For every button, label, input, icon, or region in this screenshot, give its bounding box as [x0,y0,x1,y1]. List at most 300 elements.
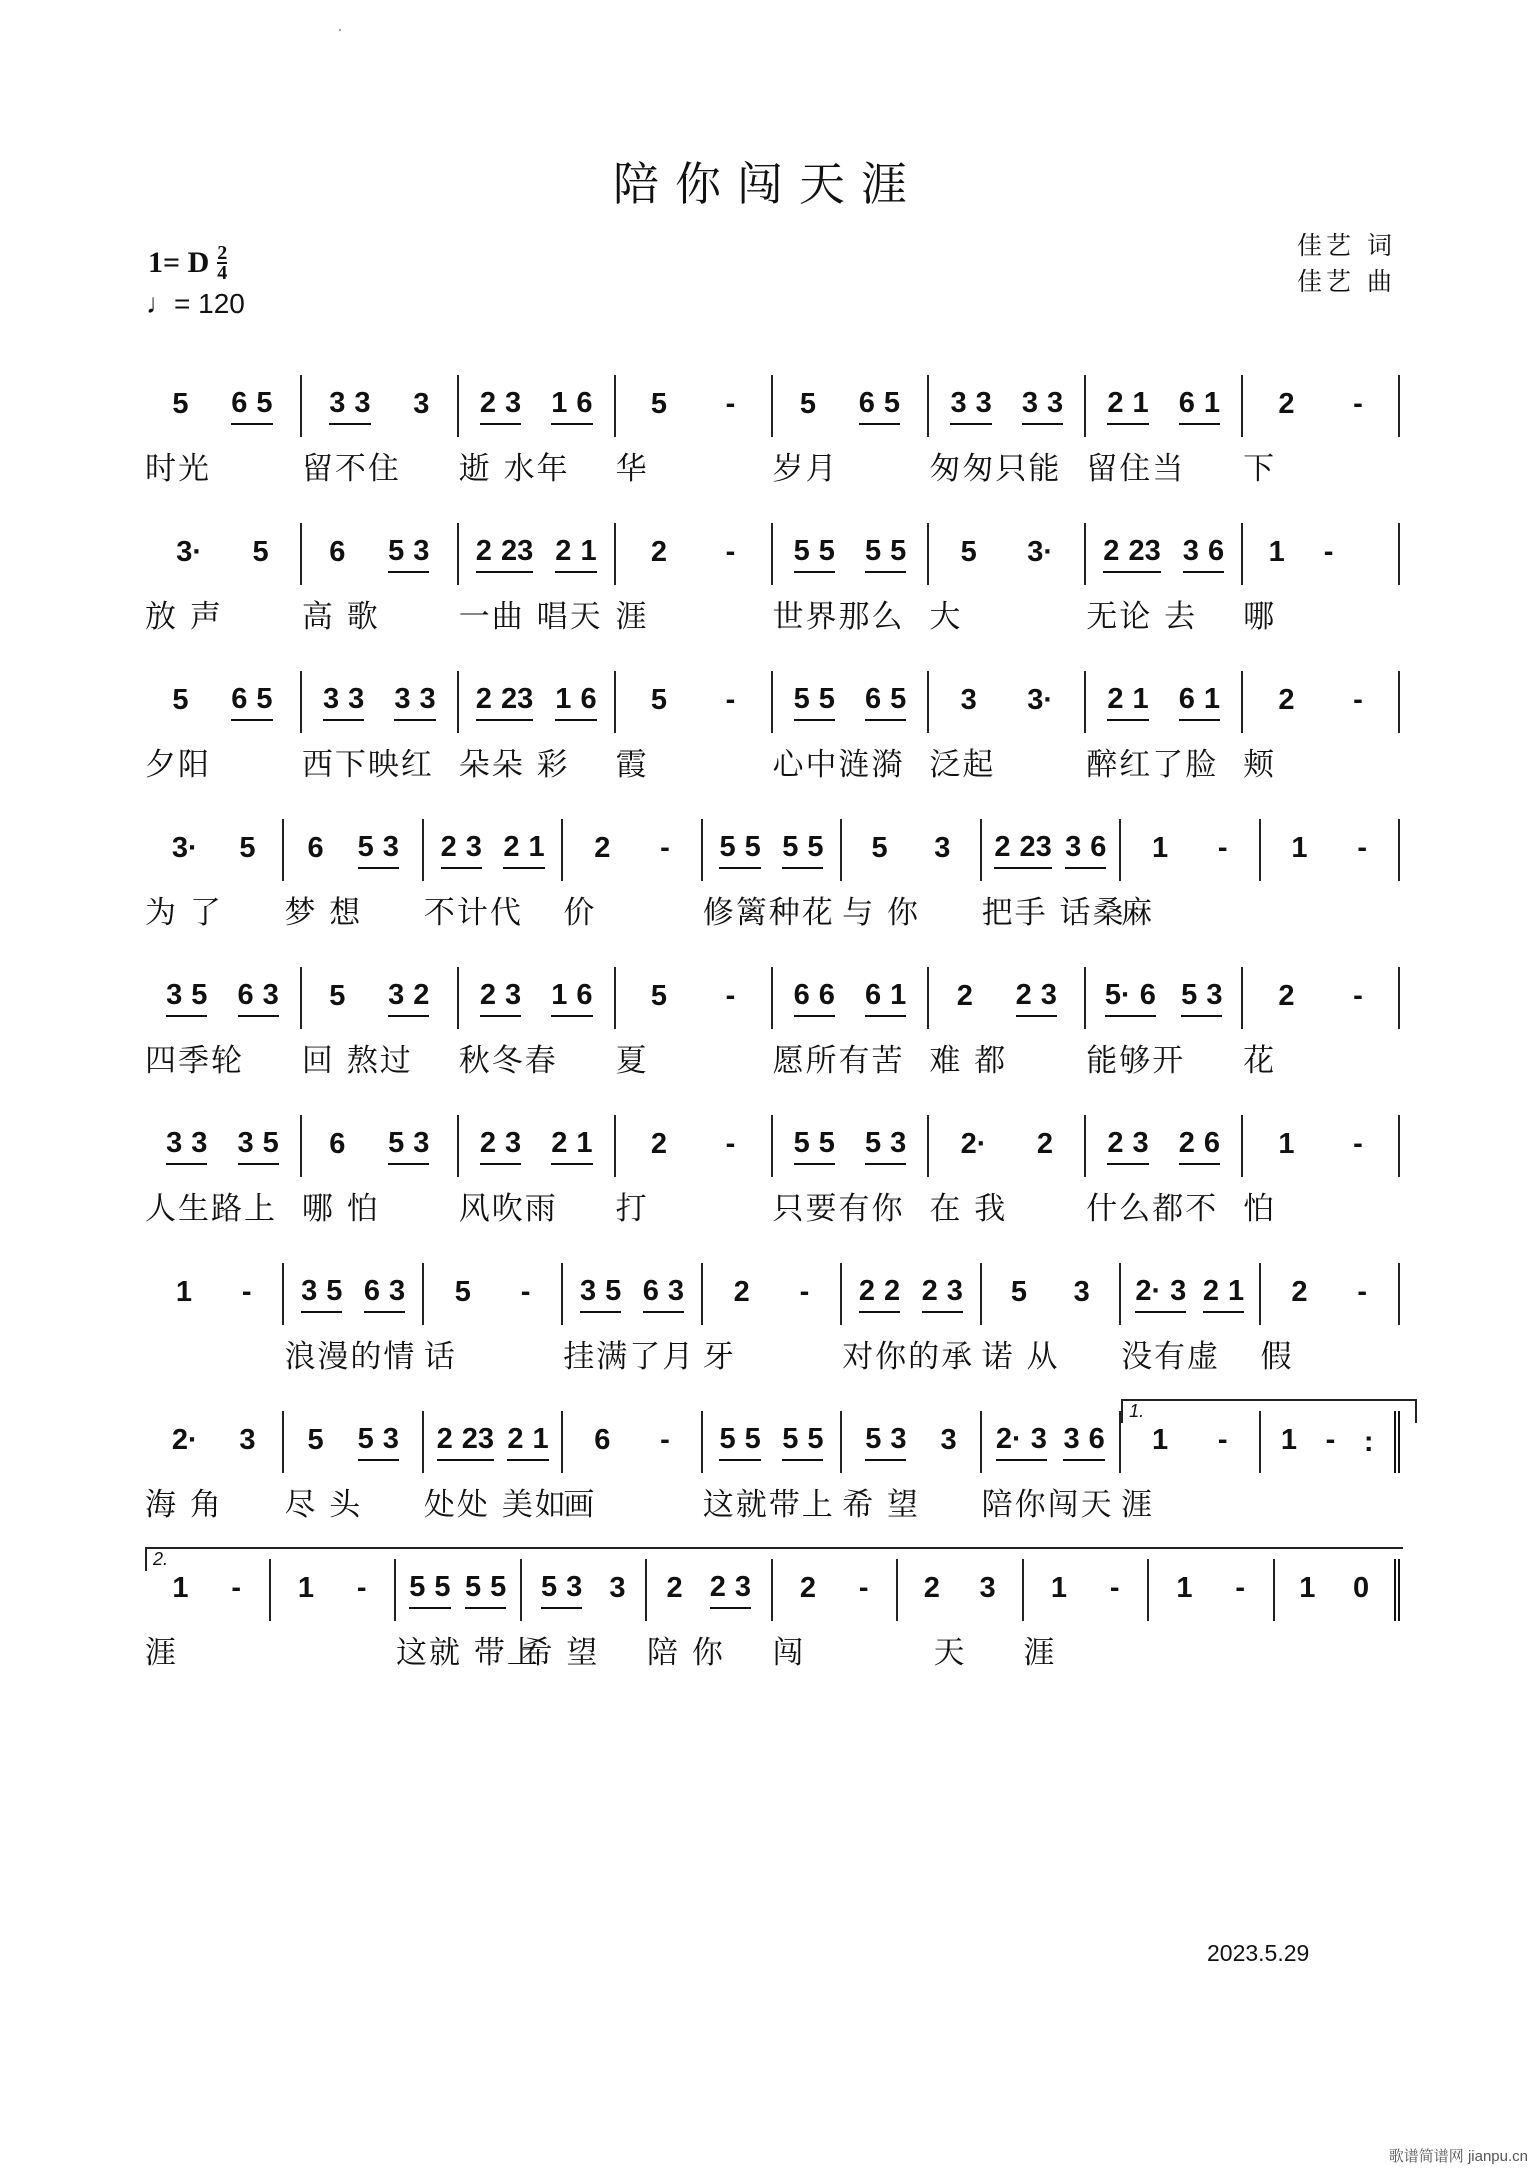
note-group [388,979,429,1017]
note: 5 [818,535,835,567]
note-group [865,1423,906,1461]
note-group [1176,1572,1192,1608]
note-group [551,979,592,1017]
note-group [238,1127,279,1165]
measure-notes [145,1115,302,1177]
measure [424,1263,563,1411]
note-group [1353,1572,1369,1608]
note-group [782,1423,823,1461]
note: 5 [890,535,907,567]
measure [842,1263,981,1411]
measure [1243,375,1400,523]
note: 1 [1176,1572,1193,1604]
measure-notes [145,671,302,733]
measure [703,1411,842,1559]
measure [145,375,302,523]
note-group [503,831,544,869]
note: 2 [858,1275,876,1307]
note: 6 [231,683,248,715]
measure-notes [1086,523,1243,585]
score-row [145,967,1400,1115]
measure-notes [1086,375,1243,437]
note: 2 [994,831,1011,863]
lyric: 夏 [615,1043,649,1079]
measure [459,967,616,1115]
note-group [1278,1128,1294,1164]
note-group [726,388,736,424]
note-group [1181,979,1222,1017]
note: 1 [1132,387,1149,419]
score-row [145,671,1400,819]
note: 1 [890,979,907,1011]
note: 1 [1151,1424,1169,1456]
note: 5 [256,387,273,419]
measure-notes [703,1411,842,1473]
note-group [782,831,823,869]
note: - [1353,1128,1363,1160]
note-group [1107,683,1148,721]
measure-notes [145,375,302,437]
note: - [1353,980,1363,1012]
note-group [465,1571,506,1609]
note: 2· [995,1423,1022,1455]
lyric: 陪 你 [647,1635,725,1671]
note: 5 [818,683,835,715]
note-group [307,832,323,868]
note-group [388,1127,429,1165]
note: 1 [576,1127,593,1159]
note-group [1353,388,1363,424]
note: 3 [413,388,430,420]
measure [459,523,616,671]
note-group [794,535,835,573]
lyric: 心中涟漪 [772,747,905,783]
measure [145,819,284,967]
note: 6 [231,387,248,419]
volta-bracket: 1. [1121,1399,1417,1423]
note-group [455,1276,471,1312]
note: 5 [865,1423,882,1455]
note: 3 [389,1275,406,1307]
lyric: 夕阳 [145,747,211,783]
note: - [725,1128,736,1160]
note: 3 [979,1572,996,1604]
authors [1297,228,1396,300]
measure [773,1559,899,1724]
measure-notes [145,819,284,881]
note: 3 [419,683,436,715]
measure [1243,967,1400,1115]
lyric: 颊 [1243,747,1277,783]
note-group [859,387,900,425]
note: 5 [793,535,810,567]
note-group [1203,1275,1244,1313]
note-group [1074,1276,1090,1312]
quarter-note-icon: ♩ [146,288,174,319]
measure-notes [773,671,930,733]
measure [145,1549,271,1724]
note: 6 [237,979,254,1011]
note: 2 [650,536,668,568]
note-group [594,832,610,868]
note: 3 [960,684,977,716]
lyric: 尽 头 [284,1487,363,1523]
lyric: 希 望 [521,1635,600,1671]
note: 1 [1280,1424,1297,1456]
note: 3 [354,387,371,419]
measure [929,967,1086,1115]
measure [1086,671,1243,819]
note: 5 [799,388,816,420]
note: 6 [1088,1423,1105,1455]
note: - [1325,1424,1336,1456]
note-group [480,1127,521,1165]
note-group [719,831,760,869]
note-group [1183,535,1224,573]
note-group [172,832,198,868]
note: 5 [307,1424,324,1456]
note: 5 [434,1571,451,1603]
note-group [1051,1572,1067,1608]
note: 5 [454,1276,471,1308]
note: 23 [461,1423,494,1455]
note-group [329,1128,345,1164]
measure-notes [982,1411,1121,1473]
note: 3 [580,1275,597,1307]
note: - [231,1572,242,1604]
note: 3 [382,831,399,863]
note: 3 [382,1423,399,1455]
note: 1 [1299,1572,1316,1604]
note: 3 [1170,1275,1187,1307]
measure-notes [271,1559,397,1621]
lyric: 为 了 [145,895,223,931]
measure [302,1115,459,1263]
note-group [651,684,667,720]
note-group [298,1572,314,1608]
lyric: 这就 带上 [396,1635,540,1671]
measure-notes [1261,1411,1400,1473]
note-group [358,831,399,869]
measure [703,1263,842,1411]
note-group [1179,387,1220,425]
note: 3 [504,387,522,419]
time-signature [217,244,227,282]
note-group [413,388,429,424]
note: 5· [1104,979,1131,1011]
measure-notes [424,1263,563,1325]
note-group [924,1572,940,1608]
note: 5 [865,1127,882,1159]
note-group [441,831,482,869]
measure-notes [1261,1263,1400,1325]
note-group [239,832,255,868]
lyric: 涯 [615,599,649,635]
measure-notes [563,819,702,881]
measure-notes [302,523,459,585]
measure-notes [703,819,842,881]
note: 5 [650,388,668,420]
note: 5 [172,684,189,716]
note-group [1011,1276,1027,1312]
note: 3 [1073,1276,1090,1308]
measure [459,1115,616,1263]
note: 5 [388,535,405,567]
measure [284,1411,423,1559]
date: 2023.5.29 [1207,1940,1310,1966]
note-group [651,536,667,572]
note-group [934,832,950,868]
note: 3 [1206,979,1223,1011]
note: 2 [503,831,520,863]
measure [284,1263,423,1411]
measure-notes [145,1263,284,1325]
note: 3 [239,1424,256,1456]
score-row [145,1401,1400,1559]
note: 3 [1065,831,1082,863]
note-group [388,535,429,573]
note-group [1353,1128,1363,1164]
note-group [580,1275,621,1313]
note: 5 [605,1275,622,1307]
note-group [409,1571,450,1609]
note: 6 [865,979,882,1011]
note: - [1109,1572,1120,1604]
measure-notes [302,967,459,1029]
measure-notes [1121,819,1260,881]
measure [773,1115,930,1263]
note: 3 [394,683,411,715]
measure [1086,523,1243,671]
note-group [957,980,973,1016]
note: 5 [1010,1276,1028,1308]
note-group [1353,684,1363,720]
note-group [1278,388,1294,424]
measure [145,1263,284,1411]
measure [459,375,616,523]
lyric: 只要有你 [772,1191,905,1227]
note-group [1027,684,1053,720]
note-group [719,1423,760,1461]
note-group [176,1276,192,1312]
note-group [238,979,279,1017]
note: 5 [357,1423,374,1455]
lyric: 四季轮 [145,1043,244,1079]
score-row [145,523,1400,671]
note: 5 [890,683,907,715]
note: 5 [326,1275,343,1307]
lyric: 一曲 唱天 [458,599,603,635]
lyric: 梦 想 [284,895,363,931]
note-group [726,684,736,720]
note: 1 [528,831,545,863]
note: 3· [171,832,198,864]
note: 2 [475,535,492,567]
note-group [231,683,272,721]
note: 5 [782,831,799,863]
note: 6 [1139,979,1156,1011]
measure [302,523,459,671]
note: 2 [479,1127,496,1159]
note: 5 [782,1423,799,1455]
measure [1261,1263,1400,1411]
note-group [794,1127,835,1165]
lyric: 醉红了脸 [1086,747,1219,783]
note: 2 [479,979,496,1011]
note: 5 [719,1423,736,1455]
note: - [1353,388,1363,420]
note: 2 [507,1423,524,1455]
note: 1 [580,535,597,567]
volta-bracket: 2. [145,1547,1403,1571]
note-group [1357,1276,1367,1312]
note: 1 [297,1572,315,1604]
note: 5 [793,1127,810,1159]
measure-notes [284,1263,423,1325]
note-group [357,1572,367,1608]
note: 23 [500,683,534,715]
measure [1121,819,1260,967]
lyric: 打 [615,1191,649,1227]
note: 6 [858,387,875,419]
note: 2 [799,1572,817,1604]
note-group [667,1572,683,1608]
measure-notes [773,1559,899,1621]
note: 23 [500,535,534,567]
lyric: 涯 [145,1635,178,1671]
lyric: 修篱种花 [702,895,835,931]
note-group [609,1572,625,1608]
note: 3 [166,979,183,1011]
note-group [329,387,370,425]
measure-notes [1243,967,1400,1029]
measure-notes [982,819,1121,881]
note: - [1323,536,1334,568]
note: - [725,536,736,568]
note: 3 [667,1275,685,1307]
score-row [145,1115,1400,1263]
lyric: 岁月 [772,451,839,487]
note: 3 [609,1572,626,1604]
note-group [166,979,207,1017]
note: 2 [709,1571,726,1603]
measure [1243,1115,1400,1263]
note-group [1235,1572,1245,1608]
note: 2 [1107,683,1124,715]
measure [773,375,930,523]
note-group [394,683,435,721]
note: 5 [807,1423,824,1455]
lyric: 话 [423,1339,457,1375]
lyric: 在 我 [929,1191,1008,1227]
note: 2 [1015,979,1032,1011]
note: - [660,832,670,864]
measure-notes [424,1411,563,1473]
note-group [1103,535,1160,573]
measure [616,671,773,819]
note: 2 [479,387,496,419]
note: 3 [413,1127,430,1159]
note: 5 [793,683,810,715]
measure [842,819,981,967]
measure-notes [522,1559,648,1621]
note-group [1269,536,1285,572]
note: 3 [890,1127,907,1159]
measure [563,819,702,967]
measure-notes [145,967,302,1029]
note-group [1179,1127,1220,1165]
note-group [1135,1275,1186,1313]
score-row [145,819,1400,967]
note-group [734,1276,750,1312]
measure [423,1411,568,1559]
lyric: 浪漫的情 [284,1339,417,1375]
measure [563,1411,702,1559]
note: 5 [172,388,189,420]
measure-notes [1243,1115,1400,1177]
measure-notes [773,523,930,585]
lyric: 回 熬过 [301,1043,413,1079]
note: 3 [1040,979,1057,1011]
lyric: 不计代 [423,895,523,931]
measure [842,1411,981,1559]
note: 3 [1063,1423,1080,1455]
note: 2 [733,1276,750,1308]
measure-notes [1243,671,1400,733]
note: 23 [1128,535,1161,567]
measure-notes [929,523,1086,585]
key-signature [148,244,227,282]
note: 1 [1203,387,1221,419]
note-group [172,684,188,720]
note-group [1278,684,1294,720]
note: 5 [329,980,346,1012]
note: 6 [1203,1127,1221,1159]
measure [616,523,773,671]
measure [1149,1559,1275,1724]
measure [982,1411,1121,1559]
note-group [961,1128,987,1164]
measure [302,375,459,523]
measure-notes [424,819,563,881]
note: - [1357,1276,1368,1308]
note: 3 [166,1127,183,1159]
measure [396,1559,540,1724]
measure [1243,671,1400,819]
note: - [1217,832,1228,864]
page-title: 陪你闯天涯 [613,157,923,211]
note: 1 [172,1572,189,1604]
note: 6 [1178,387,1195,419]
note: 2 [1107,387,1124,419]
note: 2 [551,1127,568,1159]
lyric: 牙 [702,1339,736,1375]
note-group [800,1276,810,1312]
watermark: 歌谱简谱网 jianpu.cn [1388,2148,1528,2165]
note: - [725,684,736,716]
note: 3 [1021,387,1039,419]
lyric: 高 歌 [301,599,380,635]
note: 6 [576,387,593,419]
note: - [520,1276,531,1308]
measure-notes [459,523,616,585]
note-group [865,979,906,1017]
note: 3· [1027,536,1054,568]
note-group [660,832,670,868]
measure [616,967,773,1115]
lyric: 愿所有苦 [772,1043,905,1079]
note-group [172,1572,188,1608]
